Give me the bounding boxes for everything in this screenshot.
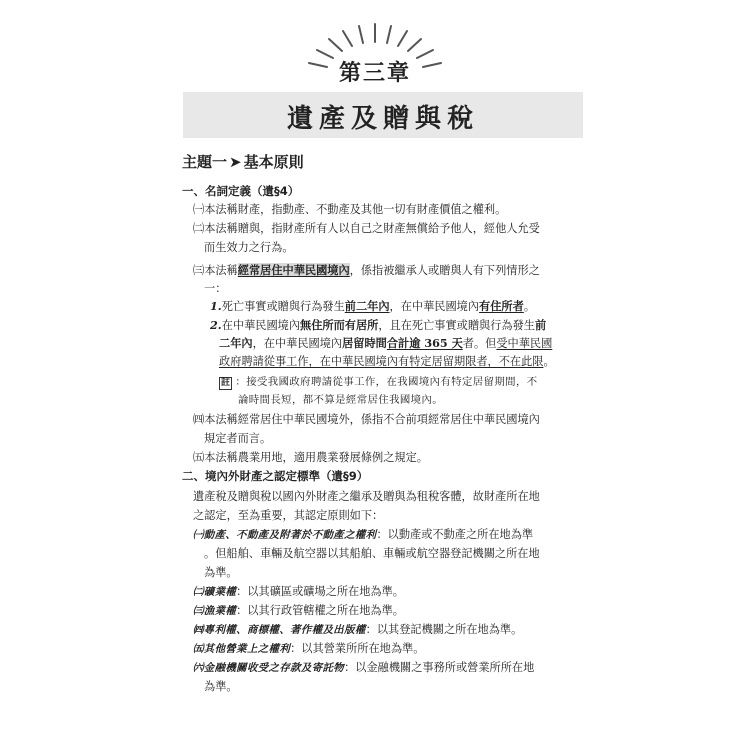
text-line: ㈤本法稱農業用地，適用農業發展條例之規定。 <box>193 451 428 464</box>
text-line: 遺產稅及贈與稅以國內外財產之繼承及贈與為租稅客體，故財產所在地 <box>193 490 540 503</box>
topic-prefix: 主題一 <box>182 153 228 171</box>
text-line: ㈢本法稱經常居住中華民國境內，係指被繼承人或贈與人有下列情形之 <box>193 263 540 277</box>
text-line: ㈡本法稱贈與，指財產所有人以自己之財產無償給予他人，經他人允受 <box>193 222 540 235</box>
text-line: 一： <box>204 282 227 295</box>
list-item: 1.死亡事實或贈與行為發生前二年內，在中華民國境內有住所者。 <box>210 299 536 313</box>
list-item-continuation: 政府聘請從事工作，在中華民國境內有特定居留期限者，不在此限。 <box>219 355 555 368</box>
list-item: 2.在中華民國境內無住所而有居所，且在死亡事實或贈與行為發生前 <box>210 318 547 332</box>
text-line: 。但船舶、車輛及航空器以其船舶、車輛或航空器登記機關之所在地 <box>204 547 540 560</box>
text-line: 為準。 <box>204 566 238 579</box>
text-line: ㈤其他營業上之權利：以其營業所所在地為準。 <box>193 642 425 655</box>
text-line: ㈣本法稱經常居住中華民國境外，係指不合前項經常居住中華民國境內 <box>193 413 540 426</box>
note-line: 論時間長短，都不算是經常居住我國境內。 <box>238 394 444 406</box>
text-line: ㈢漁業權：以其行政管轄權之所在地為準。 <box>193 604 404 617</box>
text-line: 而生效力之行為。 <box>204 241 294 254</box>
note-marker: 註 <box>221 378 231 388</box>
text-line: 規定者而言。 <box>204 432 272 445</box>
list-item-continuation: 二年內，在中華民國境內居留時間合計逾 365 天者。但受中華民國 <box>219 336 553 350</box>
text-line: ㈠動產、不動產及附著於不動產之權利：以動產或不動產之所在地為準 <box>193 528 534 541</box>
chapter-header <box>295 20 455 90</box>
text-line: 為準。 <box>204 680 238 693</box>
text-line: ㈠本法稱財產，指動產、不動產及其他一切有財產價值之權利。 <box>193 203 507 216</box>
text-line: 之認定，至為重要，其認定原則如下： <box>193 509 384 522</box>
topic-name: 基本原則 <box>243 153 304 171</box>
note-line: 註 ：接受我國政府聘請從事工作，在我國境內有特定居留期間，不 <box>221 376 538 388</box>
arrow-icon: ➤ <box>229 153 242 171</box>
text-line: ㈥金融機關收受之存款及寄託物：以金融機關之事務所或營業所所在地 <box>193 661 535 674</box>
text-line: ㈡礦業權：以其礦區或礦場之所在地為準。 <box>193 585 404 598</box>
chapter-number: 第三章 <box>338 60 411 86</box>
section-heading: 二、境內外財產之認定標準（遺§9） <box>182 469 369 483</box>
title-banner <box>183 92 583 138</box>
section-heading: 一、名詞定義（遺§4） <box>182 184 300 198</box>
chapter-title: 遺產及贈與稅 <box>286 104 479 134</box>
text-line: ㈣專利權、商標權、著作權及出版權：以其登記機關之所在地為準。 <box>193 623 523 636</box>
topic-heading <box>182 151 304 172</box>
